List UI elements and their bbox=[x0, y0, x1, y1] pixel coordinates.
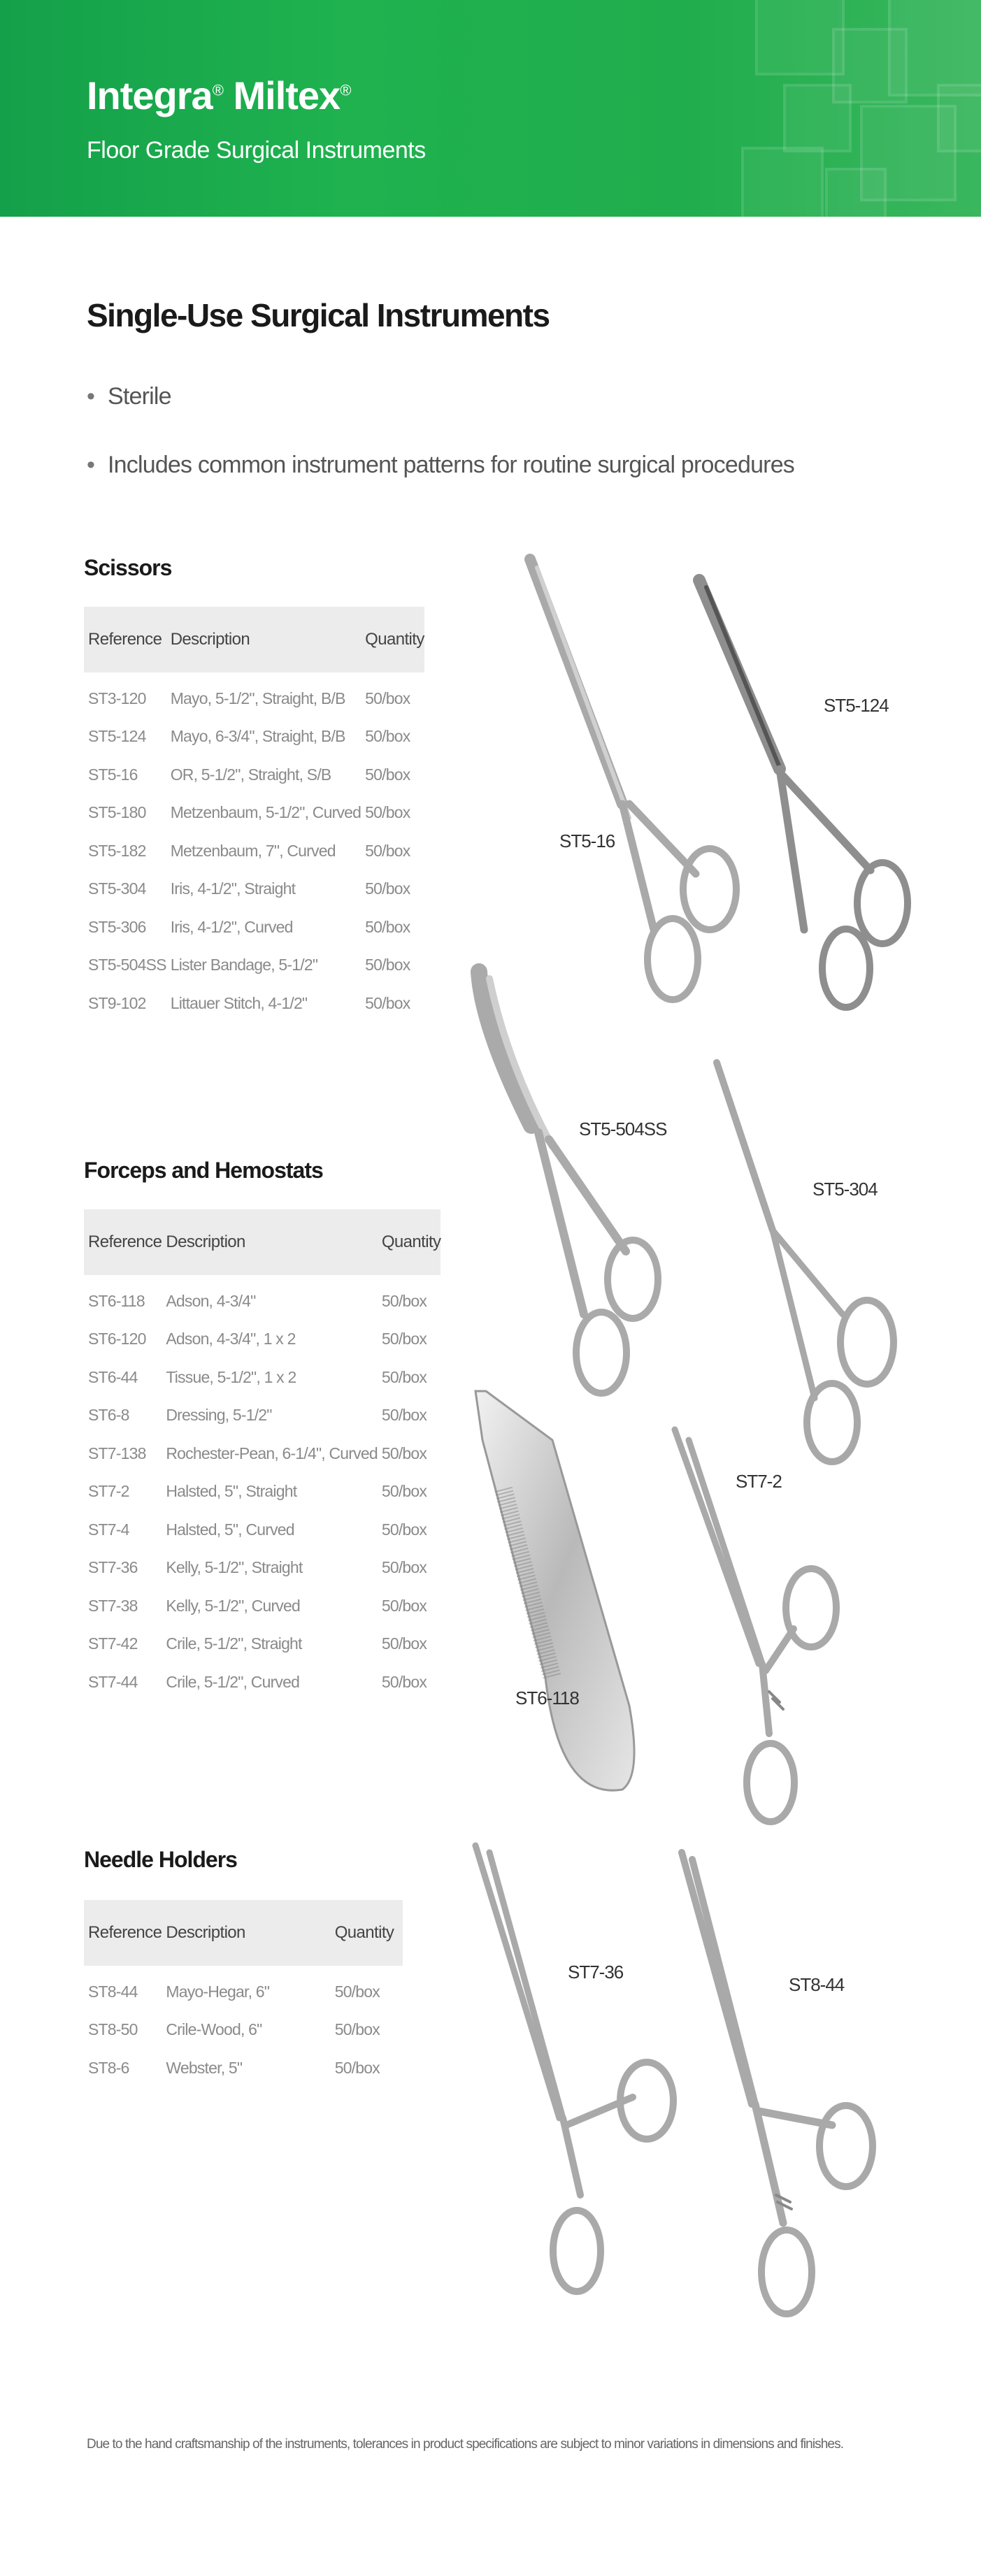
reference-cell: ST7-38 bbox=[88, 1596, 138, 1615]
product-label: ST8-44 bbox=[789, 1974, 845, 1995]
column-header-reference: Reference bbox=[84, 1209, 162, 1275]
quantity-cell: 50/box bbox=[365, 689, 410, 707]
registered-mark: ® bbox=[212, 81, 223, 99]
product-label: ST5-16 bbox=[559, 830, 615, 851]
column-header-reference: Reference bbox=[84, 1900, 162, 1966]
description-cell: Crile, 5-1/2", Curved bbox=[166, 1672, 300, 1691]
column-header-quantity: Quantity bbox=[331, 1900, 403, 1966]
column-header-description: Description bbox=[162, 1209, 378, 1275]
reference-cell: ST5-304 bbox=[88, 879, 146, 898]
reference-cell: ST6-120 bbox=[88, 1330, 146, 1348]
quantity-cell: 50/box bbox=[381, 1330, 427, 1348]
description-cell: Adson, 4-3/4" bbox=[166, 1291, 256, 1310]
quantity-cell: 50/box bbox=[365, 879, 410, 898]
description-cell: Halsted, 5", Curved bbox=[166, 1520, 294, 1539]
product-label: ST7-2 bbox=[736, 1471, 782, 1492]
bullet-icon: • bbox=[87, 452, 95, 478]
page-title: Single-Use Surgical Instruments bbox=[87, 297, 550, 333]
quantity-cell: 50/box bbox=[365, 917, 410, 936]
scissors-st5-16-image bbox=[530, 559, 736, 1000]
column-header-reference: Reference bbox=[84, 607, 166, 672]
brand-name: Integra bbox=[87, 73, 213, 117]
scissors-st5-124-image bbox=[699, 580, 908, 1007]
scissors-st5-304-image bbox=[717, 1063, 894, 1462]
column-header-quantity: Quantity bbox=[361, 607, 424, 672]
reference-cell: ST6-8 bbox=[88, 1406, 129, 1425]
description-cell: Littauer Stitch, 4-1/2" bbox=[170, 993, 308, 1012]
section-heading-needle-holders: Needle Holders bbox=[84, 1847, 237, 1872]
forceps-st6-118-image bbox=[475, 1391, 634, 1790]
quantity-cell: 50/box bbox=[365, 956, 410, 974]
reference-cell: ST7-4 bbox=[88, 1520, 129, 1539]
reference-cell: ST7-36 bbox=[88, 1558, 138, 1577]
reference-cell: ST9-102 bbox=[88, 993, 146, 1012]
description-cell: Tissue, 5-1/2", 1 x 2 bbox=[166, 1367, 296, 1386]
column-header-description: Description bbox=[162, 1900, 330, 1966]
product-label: ST5-504SS bbox=[579, 1118, 667, 1139]
reference-cell: ST8-50 bbox=[88, 2020, 138, 2039]
description-cell: Kelly, 5-1/2", Curved bbox=[166, 1596, 300, 1615]
reference-cell: ST3-120 bbox=[88, 689, 146, 707]
column-header-quantity: Quantity bbox=[378, 1209, 441, 1275]
scissors-st5-504ss-image bbox=[479, 972, 658, 1393]
reference-cell: ST7-2 bbox=[88, 1482, 129, 1501]
product-label: ST7-36 bbox=[568, 1962, 624, 1983]
quantity-cell: 50/box bbox=[381, 1596, 427, 1615]
product-label: ST6-118 bbox=[515, 1688, 579, 1708]
quantity-cell: 50/box bbox=[381, 1291, 427, 1310]
quantity-cell: 50/box bbox=[381, 1520, 427, 1539]
reference-cell: ST5-504SS bbox=[88, 956, 166, 974]
needle-holder-st8-44-image bbox=[682, 1852, 873, 2314]
feature-text: Includes common instrument patterns for routine surgical procedures bbox=[108, 452, 795, 478]
reference-cell: ST6-44 bbox=[88, 1367, 138, 1386]
header-subtitle: Floor Grade Surgical Instruments bbox=[87, 137, 426, 164]
section-heading-forceps: Forceps and Hemostats bbox=[84, 1158, 323, 1183]
registered-mark: ® bbox=[340, 81, 351, 99]
reference-cell: ST5-124 bbox=[88, 727, 146, 746]
quantity-cell: 50/box bbox=[381, 1482, 427, 1501]
reference-cell: ST5-180 bbox=[88, 803, 146, 822]
quantity-cell: 50/box bbox=[334, 2058, 380, 2077]
quantity-cell: 50/box bbox=[381, 1406, 427, 1425]
bullet-icon: • bbox=[87, 383, 95, 410]
reference-cell: ST5-306 bbox=[88, 917, 146, 936]
description-cell: Mayo, 5-1/2", Straight, B/B bbox=[170, 689, 345, 707]
reference-cell: ST7-138 bbox=[88, 1444, 146, 1462]
quantity-cell: 50/box bbox=[334, 1982, 380, 2001]
product-label: ST5-124 bbox=[824, 695, 889, 716]
description-cell: Kelly, 5-1/2", Straight bbox=[166, 1558, 303, 1577]
reference-cell: ST8-44 bbox=[88, 1982, 138, 2001]
description-cell: Iris, 4-1/2", Straight bbox=[170, 879, 296, 898]
quantity-cell: 50/box bbox=[381, 1367, 427, 1386]
description-cell: Metzenbaum, 5-1/2", Curved bbox=[170, 803, 361, 822]
description-cell: Metzenbaum, 7", Curved bbox=[170, 841, 336, 860]
quantity-cell: 50/box bbox=[365, 765, 410, 784]
description-cell: OR, 5-1/2", Straight, S/B bbox=[170, 765, 331, 784]
description-cell: Crile-Wood, 6" bbox=[166, 2020, 262, 2039]
description-cell: Lister Bandage, 5-1/2" bbox=[170, 956, 318, 974]
product-label: ST5-304 bbox=[812, 1179, 878, 1200]
reference-cell: ST5-182 bbox=[88, 841, 146, 860]
reference-cell: ST6-118 bbox=[88, 1291, 145, 1310]
description-cell: Mayo, 6-3/4", Straight, B/B bbox=[170, 727, 345, 746]
quantity-cell: 50/box bbox=[381, 1634, 427, 1653]
brand-product: Miltex bbox=[233, 73, 341, 117]
reference-cell: ST7-44 bbox=[88, 1672, 138, 1691]
description-cell: Halsted, 5", Straight bbox=[166, 1482, 297, 1501]
feature-text: Sterile bbox=[108, 383, 171, 410]
footer-disclaimer: Due to the hand craftsmanship of the instruments, tolerances in product specifications are subject to minor variations in dimensions and finishes. bbox=[87, 2437, 844, 2452]
quantity-cell: 50/box bbox=[365, 727, 410, 746]
quantity-cell: 50/box bbox=[381, 1444, 427, 1462]
quantity-cell: 50/box bbox=[381, 1672, 427, 1691]
description-cell: Webster, 5" bbox=[166, 2058, 243, 2077]
reference-cell: ST8-6 bbox=[88, 2058, 129, 2077]
section-heading-scissors: Scissors bbox=[84, 555, 172, 580]
reference-cell: ST7-42 bbox=[88, 1634, 138, 1653]
quantity-cell: 50/box bbox=[334, 2020, 380, 2039]
quantity-cell: 50/box bbox=[381, 1558, 427, 1577]
description-cell: Rochester-Pean, 6-1/4", Curved bbox=[166, 1444, 378, 1462]
description-cell: Crile, 5-1/2", Straight bbox=[166, 1634, 302, 1653]
description-cell: Iris, 4-1/2", Curved bbox=[170, 917, 293, 936]
quantity-cell: 50/box bbox=[365, 841, 410, 860]
hemostat-st7-36-image bbox=[475, 1845, 673, 2291]
quantity-cell: 50/box bbox=[365, 993, 410, 1012]
description-cell: Adson, 4-3/4", 1 x 2 bbox=[166, 1330, 296, 1348]
reference-cell: ST5-16 bbox=[88, 765, 138, 784]
quantity-cell: 50/box bbox=[365, 803, 410, 822]
column-header-description: Description bbox=[166, 607, 361, 672]
description-cell: Dressing, 5-1/2" bbox=[166, 1406, 272, 1425]
description-cell: Mayo-Hegar, 6" bbox=[166, 1982, 270, 2001]
